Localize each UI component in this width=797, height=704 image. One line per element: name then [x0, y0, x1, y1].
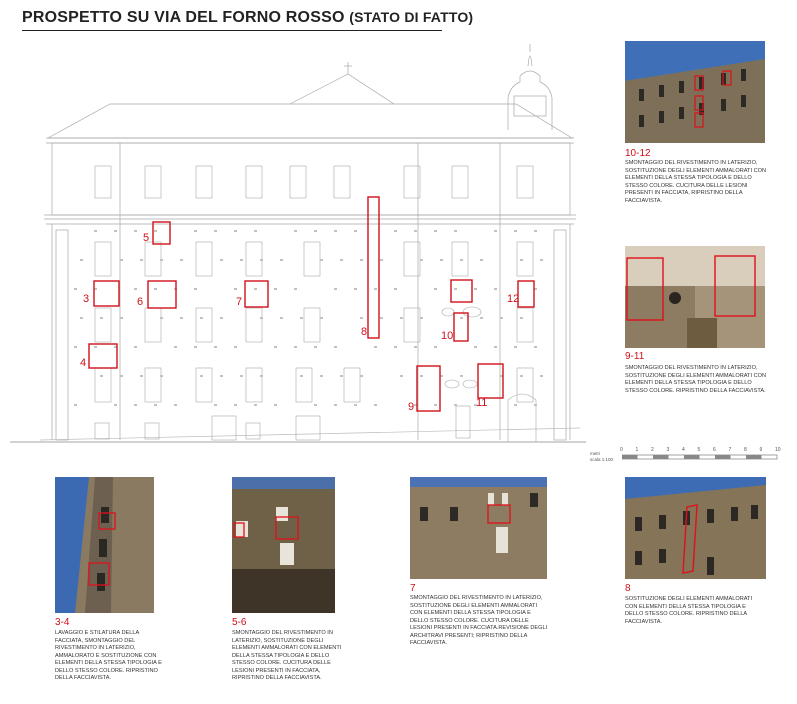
title-sub: (STATO DI FATTO)	[349, 9, 474, 25]
scale-tick-label: 8	[744, 447, 747, 453]
marker-7: 7	[236, 296, 243, 308]
marker-12: 12	[507, 293, 520, 305]
scale-ratio: scala 1:100	[590, 457, 614, 462]
marker-8: 8	[361, 326, 368, 338]
panel-num-3-4: 3-4	[55, 617, 70, 628]
marker-4: 4	[80, 357, 87, 369]
panel-num-10-12: 10-12	[625, 148, 651, 159]
scale-tick-label: 5	[697, 447, 701, 453]
photo-5-6	[232, 477, 335, 613]
photo-3-4	[55, 477, 154, 613]
photo-10-12	[625, 41, 765, 143]
scale-tick-label: 3	[666, 447, 670, 453]
scale-ruler	[622, 453, 782, 461]
scale-tick-label: 0	[620, 447, 623, 453]
scale-unit: metri	[590, 451, 600, 456]
scale-tick-label: 2	[651, 447, 654, 453]
page-title	[22, 9, 473, 27]
title-underline	[22, 30, 442, 31]
scale-tick-label: 6	[713, 447, 716, 453]
panel-text-3-4: LAVAGGIO E STILATURA DELLA FACCIATA, SMONTAGGIO DEL RIVESTIMENTO IN LATERIZIO, AMMALORATO E SOSTITUZIONE CON ELEMENTI DELLA STESSA TIPOLOGIA E DELLO STESSO COLORE. RIPRISTINO DELLA FACCIAVISTA.	[55, 630, 162, 681]
panel-text-9-11: SMONTAGGIO DEL RIVESTIMENTO IN LATERIZIO, SOSTITUZIONE DEGLI ELEMENTI AMMALORATI CON ELEMENTI DELLA STESSA TIPOLOGIA E DELLO STESSO COLORE. RIPRISTINO DELLA FACCIAVISTA.	[625, 365, 767, 394]
marker-9: 9	[408, 401, 415, 413]
marker-box-10a	[451, 280, 472, 302]
marker-10: 10	[441, 330, 454, 342]
marker-6: 6	[137, 296, 144, 308]
marker-box-9	[417, 366, 440, 411]
panel-text-7: SMONTAGGIO DEL RIVESTIMENTO IN LATERIZIO, SOSTITUZIONE DEGLI ELEMENTI AMMALORATI CON ELEMENTI DELLA STESSA TIPOLOGIA E DELLO STESSO COLORE. CUCITURA DELLE LESIONI PRESENTI IN FACCIATA.REVISIONE DEGLI ARCHITRAVI PRESENTI; RIPRISTINO DELLA FACCIAVISTA.	[410, 595, 548, 646]
scale-tick-label: 4	[682, 447, 685, 453]
marker-box-10	[454, 313, 468, 341]
marker-box-7	[245, 281, 268, 307]
marker-box-12	[518, 281, 534, 307]
scale-tick-label: 10	[775, 447, 781, 453]
scale-tick-label: 9	[759, 447, 763, 453]
photo-9-11	[625, 246, 765, 348]
panel-text-10-12: SMONTAGGIO DEL RIVESTIMENTO IN LATERIZIO, SOSTITUZIONE DEGLI ELEMENTI AMMALORATI CON ELEMENTI DELLA STESSA TIPOLOGIA E DELLO STESSO COLORE. CUCITURA DELLE LESIONI PRESENTI IN FACCIATA, RIPRISTINO DELLA FACCIAVISTA.	[625, 160, 767, 204]
marker-11: 11	[476, 397, 488, 409]
scale-tick-label: 7	[728, 447, 732, 453]
panel-num-9-11: 9-11	[625, 351, 645, 362]
panel-text-8: SOSTITUZIONE DEGLI ELEMENTI AMMALORATI CON ELEMENTI DELLA STESSA TIPOLOGIA E DELLO STESSO COLORE. RIPRISTINO DELLA FACCIAVISTA.	[625, 596, 753, 625]
panel-num-8: 8	[625, 583, 631, 594]
photo-8	[625, 477, 766, 579]
panel-num-5-6: 5-6	[232, 617, 247, 628]
marker-box-8	[368, 197, 379, 338]
marker-box-11	[478, 364, 503, 398]
panel-num-7: 7	[410, 583, 416, 594]
damage-markers	[0, 38, 600, 458]
marker-box-4	[89, 344, 117, 368]
marker-box-5	[153, 222, 170, 244]
marker-5: 5	[143, 232, 150, 244]
marker-box-6	[148, 281, 176, 308]
scale-tick-label: 1	[635, 447, 639, 453]
panel-text-5-6: SMONTAGGIO DEL RIVESTIMENTO IN LATERIZIO, SOSTITUZIONE DEGLI ELEMENTI AMMALORATI CON ELEMENTI DELLA STESSA TIPOLOGIA E DELLO STESSO COLORE. CUCITURA DELLE LESIONI PRESENTI IN FACCIATA, RIPRISTINO DELLA FACCIAVISTA.	[232, 630, 342, 681]
marker-3: 3	[83, 293, 90, 305]
marker-box-3	[94, 281, 119, 306]
title-main: PROSPETTO SU VIA DEL FORNO ROSSO	[22, 9, 345, 26]
photo-7	[410, 477, 547, 579]
scale-bar	[590, 446, 790, 466]
